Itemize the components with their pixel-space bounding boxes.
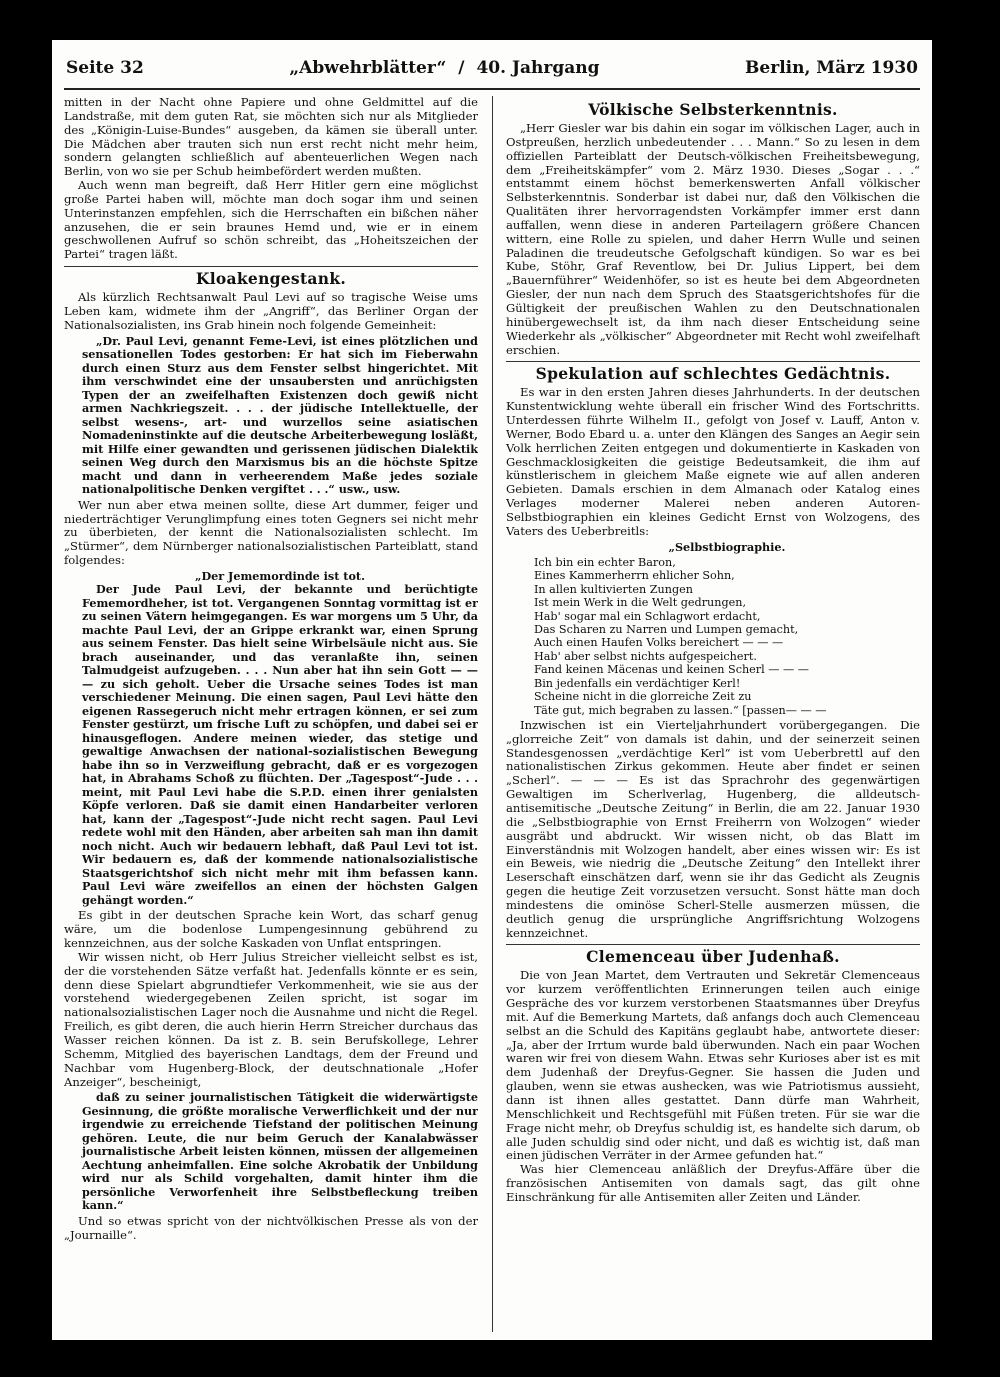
- body-paragraph: Die von Jean Martet, dem Vertrauten und Sekretär Clemenceaus vor kurzem veröffentlichten Erinnerungen teilen auch einige Gespräche des vor kurzem verstorbenen Staatsmannes über Dreyfus mit. Auf die Bemerkung Martets, daß anfangs doch auch Clemenceau selbst an die Schuld des Kapitäns geglaubt habe, antwortete dieser: „Ja, aber der Irrtum wurde bald überwunden. Nach ein paar Wochen waren wir frei von diesem Wahn. Etwas sehr Kurioses aber ist es mit dem Judenhaß der Dreyfus-Gegner. Sie hassen die Juden und glauben, wenn sie etwas aushecken, was wie Patriotismus aussieht, dann ist ihnen alles gestattet. Dann dürfe man Wahrheit, Menschlichkeit und Rechtsgefühl mit Füßen treten. Für sie war die Frage nicht mehr, ob Dreyfus schuldig ist, es handelte sich darum, ob alle Juden schuldig sind oder nicht, und daß es wichtig ist, daß man einen jüdischen Verräter in der Armee gefunden hat.“: [506, 968, 920, 1163]
- poem-line: Scheine nicht in die glorreiche Zeit zu: [534, 690, 752, 704]
- quote-title: „Der Jememordinde ist tot.: [195, 568, 365, 583]
- poem-line: Das Scharen zu Narren und Lumpen gemacht,: [534, 623, 799, 637]
- poem-line: Auch einen Haufen Volks bereichert — — —: [534, 636, 784, 650]
- intro-paragraph: mitten in der Nacht ohne Papiere und ohne Geldmittel auf die Landstraße, mit dem guten Rat, sie möchten sich nur als Mitglieder des „Königin-Luise-Bundes“ ausgeben, da kämen sie überall unter. Die Mädchen aber trauten sich nun erst recht nicht mehr heim, sondern gelangten schließlich auf abenteuerlichen Wegen nach Berlin, von wo sie per Schub heimbefördert werden mußten.: [64, 96, 478, 179]
- place-date: Berlin, März 1930: [745, 58, 918, 78]
- journal-masthead: [283, 58, 605, 78]
- block-quote: [82, 335, 478, 497]
- quote-text: daß zu seiner journalistischen Tätigkeit die widerwärtigste Gesinnung, die größte moralische Verwerflichkeit und der nur irgendwie zu erreichende Tiefstand der politischen Meinung gehören. Leute, die nur beim Geruch der Kanalabwässer journalistische Arbeit leisten können, müssen der allgemeinen Aechtung anheimfallen. Eine solche Akrobatik der Unbildung wird nur als Schild vorgehalten, damit hinter ihm die persönliche Verworfenheit ihre Selbstbefleckung treiben kann.“: [82, 1090, 478, 1213]
- poem-line: Hab' sogar mal ein Schlagwort erdacht,: [534, 609, 761, 623]
- body-paragraph: Wer nun aber etwa meinen sollte, diese Art dummer, feiger und niederträchtiger Verunglimpfung eines toten Gegners sei nicht mehr zu überbieten, der kennt die Nationalsozialisten schlecht. Im „Stürmer“, dem Nürnberger nationalsozialistischen Parteiblatt, stand folgendes:: [64, 497, 478, 568]
- column-divider: [492, 96, 493, 1332]
- poem-line: Ist mein Werk in die Welt gedrungen,: [534, 596, 747, 610]
- header-rule: [64, 88, 920, 90]
- poem-line: Fand keinen Mäcenas und keinen Scherl — — —: [534, 663, 809, 677]
- section-heading: Völkische Selbsterkenntnis.: [588, 100, 838, 119]
- body-paragraph: Es gibt in der deutschen Sprache kein Wort, das scharf genug wäre, um die bodenlose Lumpengesinnung gebührend zu kennzeichnen, aus der solche Kaskaden von Unflat entspringen.: [64, 908, 478, 951]
- head-separator: /: [458, 58, 465, 78]
- journal-title: „Abwehrblätter“: [289, 58, 447, 78]
- poem-line: Täte gut, mich begraben zu lassen.“ [passen— — —: [534, 703, 827, 717]
- body-paragraph: Inzwischen ist ein Vierteljahrhundert vorübergegangen. Die „glorreiche Zeit“ von damals ist dahin, und der seinerzeit seinen Standesgenossen „verdächtige Kerl“ ist vom Ueberbrettl auf den nationalistischen Zirkus gekommen. Heute aber findet er seinen „Scherl“. — — — Es ist das Sprachrohr des gegenwärtigen Gewaltigen im Scherlverlag, Hugenberg, die alldeutsch-antisemitische „Deutsche Zeitung“ in Berlin, die am 22. Januar 1930 die „Selbstbiographie von Ernst Freiherrn von Wolzogen“ wieder ausgräbt und abdruckt. Wir wissen nicht, ob das Blatt im Einverständnis mit Wolzogen handelt, aber eines wissen wir: Es ist ein Beweis, wie niedrig die „Deutsche Zeitung“ den Intellekt ihrer Leserschaft einschätzen darf, wenn sie ihr das Gedicht als Zeugnis gegen die heutige Zeit vorzusetzen versucht. Sonst hätte man doch mindestens die ominöse Scherl-Stelle ausmerzen müssen, die deutlich genug die ursprüngliche Angriffsrichtung Wolzogens kennzeichnet.: [506, 717, 920, 940]
- body-paragraph: Und so etwas spricht von der nichtvölkischen Presse als von der „Journaille“.: [64, 1213, 478, 1242]
- poem-line: Bin jedenfalls ein verdächtiger Kerl!: [534, 676, 741, 690]
- poem-title: „Selbstbiographie.: [668, 539, 786, 554]
- poem: [534, 541, 920, 717]
- section-heading: Clemenceau über Judenhaß.: [506, 944, 920, 967]
- body-paragraph: Als kürzlich Rechtsanwalt Paul Levi auf so tragische Weise ums Leben kam, widmete ihm der „Angriff“, das Berliner Organ der Nationalsozialisten, ins Grab hinein noch folgende Gemeinheit:: [64, 290, 478, 332]
- body-paragraph: Was hier Clemenceau anläßlich der Dreyfus-Affäre über die französischen Antisemiten von damals sagt, das gilt ohne Einschränkung für alle Antisemiten aller Zeiten und Länder.: [506, 1162, 920, 1204]
- section-heading: Kloakengestank.: [64, 266, 478, 289]
- poem-line: Ich bin ein echter Baron,: [534, 556, 676, 570]
- body-paragraph: Es war in den ersten Jahren dieses Jahrhunderts. In der deutschen Kunstentwicklung wehte überall ein frischer Wind des Fortschritts. Unterdessen führte Wilhelm II., gefolgt von Josef v. Lauff, Anton v. Werner, Bodo Ebard u. a. unter den Klängen des Sanges an Aegir sein Volk herrlichen Zeiten entgegen und dokumentierte in Kaskaden von Geschmacklosigkeiten die geistige Bedeutsamkeit, die ihm auf künstlerischem in gleichem Maße eignete wie auf allen anderen Gebieten. Damals erschien in dem Almanach oder Katalog eines Verlages moderner Malerei neben anderen Autoren-Selbstbiographien ein kleines Gedicht Ernst von Wolzogens, des Vaters des Ueberbreitls:: [506, 385, 920, 538]
- section-heading: Spekulation auf schlechtes Gedächtnis.: [506, 361, 920, 384]
- left-column: [64, 96, 478, 1332]
- poem-line: Eines Kammerherrn ehlicher Sohn,: [534, 569, 735, 583]
- quote-text: „Dr. Paul Levi, genannt Feme-Levi, ist eines plötzlichen und sensationellen Todes gestorben: Er hat sich im Fieberwahn durch einen Sturz aus dem Fenster selbst hingerichtet. Mit ihm verschwindet eine der unsaubersten und anrüchigsten Typen der an zweifelhaften Existenzen doch gewiß nicht armen Nachkriegszeit. . . . der jüdische Intellektuelle, der selbst wesens-, art- und wurzellos seine asiatischen Nomadeninstinkte auf die deutsche Arbeiterbewegung losläßt, mit Hilfe einer gewandten und gerissenen jüdischen Dialektik seinen Weg durch den Marxismus bis an die höchste Spitze macht und dann in verheerendem Maße jedes soziale nationalpolitische Denken vergiftet . . .“ usw., usw.: [82, 333, 478, 497]
- body-paragraph: „Herr Giesler war bis dahin ein sogar im völkischen Lager, auch in Ostpreußen, herzlich unbedeutender . . . Mann.“ So zu lesen in dem offiziellen Parteiblatt der Deutsch-völkischen Freiheitsbewegung, dem „Freiheitskämpfer“ vom 2. März 1930. Dieses „Sogar . . .“ entstammt einem höchst bemerkenswerten Anfall völkischer Selbsterkenntnis. Sonderbar ist dabei nur, daß den Völkischen die Qualitäten ihrer hervorragendsten Vorkämpfer immer erst dann auffallen, wenn diese in anderen Parteilagern größere Chancen wittern, eine Rolle zu spielen, und daher Herrn Wulle und seinen Paladinen die treudeutsche Gefolgschaft kündigen. So war es bei Kube, Stöhr, Graf Reventlow, bei Dr. Julius Lippert, bei dem „Bauernführer“ Weidenhöfer, so ist es heute bei dem Abgeordneten Giesler, der nun nach dem Spruch des Staatsgerichtshofes für die Gültigkeit der preußischen Wahlen zu den Deutschnationalen hinübergewechselt ist, da ihm nach dieser Entscheidung seine Wiederkehr als „völkischer“ Abgeordneter mit Recht wohl zweifelhaft erschien.: [506, 121, 920, 357]
- running-head: [66, 58, 918, 84]
- block-quote: [82, 1091, 478, 1213]
- body-paragraph: Wir wissen nicht, ob Herr Julius Streicher vielleicht selbst es ist, der die vorstehenden Sätze verfaßt hat. Jedenfalls könnte er es sein, denn diese Spielart abgrundtiefer Verkommenheit, wie sie aus der vorstehend wiedergegebenen Zeilen spricht, ist sogar im nationalsozialistischen Lager noch die Ausnahme und nicht die Regel. Freilich, es gibt deren, die auch hierin Herrn Streicher durchaus das Wasser reichen können. Da ist z. B. sein Berufskollege, Lehrer Schemm, Mitglied des bayerischen Landtags, dem der Freund und Nachbar vom Hugenberg-Block, der deutschnationale „Hofer Anzeiger“, bescheinigt,: [64, 949, 478, 1089]
- poem-line: Hab' aber selbst nichts aufgespeichert.: [534, 649, 757, 663]
- poem-line: In allen kultivierten Zungen: [534, 582, 693, 596]
- block-quote: [82, 570, 478, 908]
- intro-paragraph: Auch wenn man begreift, daß Herr Hitler gern eine möglichst große Partei haben will, möchte man doch sogar ihm und seinen Unterinstanzen empfehlen, sich die Herrschaften ein bißchen näher anzusehen, die er sein braunes Hemd und, wie er in einem geschwollenen Aufruf so schön schreibt, das „Hoheitszeichen der Partei“ tragen läßt.: [64, 178, 478, 262]
- quote-text: Der Jude Paul Levi, der bekannte und berüchtigte Fememordheher, ist tot. Vergangenen Sonntag vormittag ist er zu seinen Vätern heimgegangen. Es war morgens um 5 Uhr, da machte Paul Levi, der an Grippe erkrankt war, einen Sprung aus seinem Fenster. Das hielt seine Wirbelsäule nicht aus. Sie brach auseinander, und das veranlaßte ihn, seinen Talmudgeist aufzugeben. . . . Nun aber hat ihn sein Gott — — — zu sich geholt. Ueber die Ursache seines Todes ist man verschiedener Meinung. Die einen sagen, Paul Levi hätte den eigenen Rassegeruch nicht mehr ertragen können, er sei zum Fenster gestürzt, um frische Luft zu schöpfen, und dabei sei er hinausgeflogen. Andere meinen wieder, das stetige und gewaltige Anwachsen der national-sozialistischen Bewegung habe ihn so in Verzweiflung gebracht, daß er es vorgezogen hat, in Abrahams Schoß zu flüchten. Der „Tagespost“-Jude . . . meint, mit Paul Levi habe die S.P.D. einen ihrer genialsten Köpfe verloren. Daß sie damit einen Handarbeiter verloren hat, kann der „Tagespost“-Jude nicht recht sagen. Paul Levi redete wohl mit den Händen, aber arbeiten sah man ihn damit noch nicht. Auch wir bedauern lebhaft, daß Paul Levi tot ist. Wir bedauern es, daß der kommende nationalsozialistische Staatsgerichtshof sich nicht mehr mit ihm befassen kann. Paul Levi wäre zweifellos an einen der höchsten Galgen gehängt worden.“: [82, 582, 478, 907]
- journal-volume: 40. Jahrgang: [476, 58, 600, 78]
- right-column: [506, 96, 920, 1332]
- newspaper-page: [52, 40, 932, 1340]
- page-number: Seite 32: [66, 58, 144, 78]
